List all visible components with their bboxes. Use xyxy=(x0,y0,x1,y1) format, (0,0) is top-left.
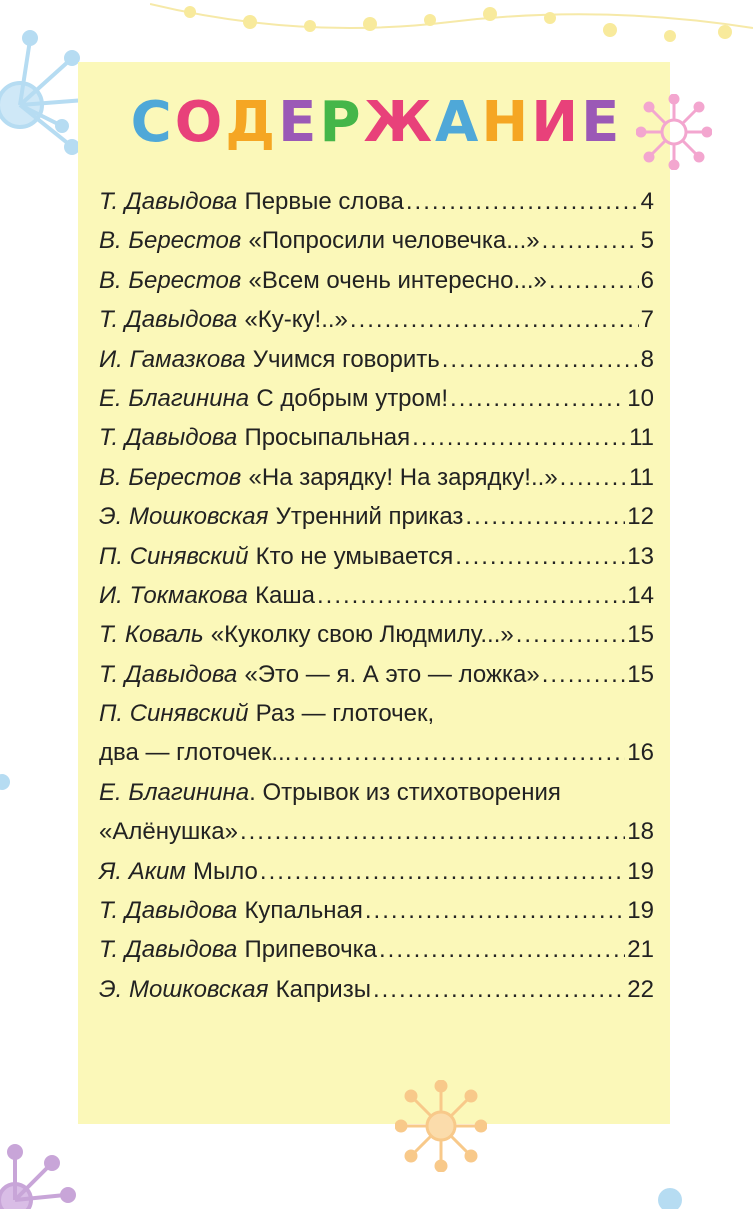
leader-dots xyxy=(350,300,639,339)
toc-entry[interactable] xyxy=(99,340,654,379)
leader-dots xyxy=(560,458,627,497)
toc-author: В. Берестов xyxy=(99,463,242,491)
toc-title: «Куколку свою Людмилу...» xyxy=(210,621,514,649)
toc-entry[interactable] xyxy=(99,458,654,497)
title-letter: О xyxy=(174,90,226,155)
table-of-contents xyxy=(99,182,654,1009)
toc-author: И. Гамазкова xyxy=(99,345,246,373)
toc-author: Т. Давыдова xyxy=(99,424,238,452)
toc-page-number: 13 xyxy=(627,542,654,570)
toc-title: Раз — глоточек, xyxy=(255,700,435,728)
toc-page-number: 14 xyxy=(627,581,654,609)
toc-author: В. Берестов xyxy=(99,266,242,294)
leader-dots xyxy=(260,852,625,891)
toc-author: Т. Давыдова xyxy=(99,660,238,688)
toc-author: Е. Благинина xyxy=(99,778,250,806)
toc-entry[interactable] xyxy=(99,930,654,969)
title-letter: Е xyxy=(581,90,623,155)
toc-title: Припевочка xyxy=(244,936,377,964)
toc-entry[interactable] xyxy=(99,497,654,536)
toc-page-number: 8 xyxy=(640,345,654,373)
toc-title: Кто не умывается xyxy=(255,542,454,570)
garland-decoration xyxy=(150,0,753,52)
leader-dots xyxy=(465,497,625,536)
leader-dots xyxy=(442,340,639,379)
toc-page-number: 11 xyxy=(629,424,654,452)
toc-title: Мыло xyxy=(193,857,258,885)
toc-page-number: 15 xyxy=(627,660,654,688)
title-letter: И xyxy=(531,90,582,155)
toc-entry[interactable] xyxy=(99,773,654,812)
toc-author: Т. Давыдова xyxy=(99,897,238,925)
toc-author: П. Синявский xyxy=(99,700,249,728)
toc-page-number: 19 xyxy=(627,857,654,885)
toc-title: . Отрывок из стихотворения xyxy=(249,778,561,806)
toc-title: «Всем очень интересно...» xyxy=(248,266,547,294)
toc-entry[interactable] xyxy=(99,812,654,851)
toc-title: С добрым утром! xyxy=(256,384,449,412)
leader-dots xyxy=(450,379,625,418)
toc-author: Т. Давыдова xyxy=(99,188,238,215)
leader-dots xyxy=(542,655,626,694)
leader-dots xyxy=(379,930,625,969)
orange-flower-decoration xyxy=(395,1080,487,1172)
toc-title: Утренний приказ xyxy=(275,503,464,531)
title-letter: Н xyxy=(481,90,532,155)
leader-dots xyxy=(542,221,639,260)
toc-title: «Это — я. А это — ложка» xyxy=(244,660,540,688)
title-letter: Ж xyxy=(363,90,436,155)
toc-page-number: 7 xyxy=(640,306,654,334)
title-letter: Р xyxy=(319,90,364,155)
leader-dots xyxy=(373,970,625,1009)
toc-author: Е. Благинина xyxy=(99,384,250,412)
leader-dots xyxy=(365,891,625,930)
toc-entry[interactable] xyxy=(99,891,654,930)
leader-dots xyxy=(412,418,627,457)
toc-entry[interactable] xyxy=(99,655,654,694)
toc-page-number: 11 xyxy=(629,463,654,491)
toc-entry[interactable] xyxy=(99,694,654,733)
toc-title: Капризы xyxy=(275,975,371,1003)
toc-title: «Алёнушка» xyxy=(99,818,238,846)
toc-page-number: 15 xyxy=(627,621,654,649)
toc-title: «Попросили человечка...» xyxy=(248,227,540,255)
toc-entry[interactable] xyxy=(99,418,654,457)
toc-author: Э. Мошковская xyxy=(99,503,269,531)
toc-author: И. Токмакова xyxy=(99,581,248,609)
toc-page-number: 22 xyxy=(627,975,654,1003)
toc-entry[interactable] xyxy=(99,615,654,654)
toc-entry[interactable] xyxy=(99,970,654,1009)
toc-author: Т. Давыдова xyxy=(99,936,238,964)
toc-title: Купальная xyxy=(244,897,363,925)
toc-title: Учимся говорить xyxy=(252,345,440,373)
toc-entry[interactable] xyxy=(99,300,654,339)
toc-entry[interactable] xyxy=(99,576,654,615)
toc-entry[interactable] xyxy=(99,379,654,418)
leader-dots xyxy=(455,537,625,576)
toc-author: В. Берестов xyxy=(99,227,242,255)
leader-dots xyxy=(293,733,625,772)
toc-page-number: 4 xyxy=(640,188,654,215)
title-letter: Е xyxy=(278,90,320,155)
toc-entry[interactable] xyxy=(99,261,654,300)
leader-dots xyxy=(317,576,625,615)
toc-entry[interactable] xyxy=(99,852,654,891)
title-letter: С xyxy=(130,90,175,155)
leader-dots xyxy=(240,812,625,851)
page-title xyxy=(0,88,753,158)
toc-page-number: 18 xyxy=(627,818,654,846)
toc-page-number: 12 xyxy=(627,503,654,531)
toc-author: Э. Мошковская xyxy=(99,975,269,1003)
leader-dots xyxy=(406,182,639,221)
toc-author: П. Синявский xyxy=(99,542,249,570)
toc-title: Первые слова xyxy=(244,188,404,215)
toc-author: Т. Коваль xyxy=(99,621,204,649)
toc-title: два — глоточек... xyxy=(99,739,292,767)
toc-title: «На зарядку! На зарядку!..» xyxy=(248,463,558,491)
toc-entry[interactable] xyxy=(99,221,654,260)
toc-entry[interactable] xyxy=(99,537,654,576)
toc-author: Я. Аким xyxy=(99,857,186,885)
purple-flower-decoration xyxy=(0,1140,80,1209)
leader-dots xyxy=(516,615,626,654)
toc-title: Каша xyxy=(255,581,315,609)
toc-title: Просыпальная xyxy=(244,424,411,452)
toc-entry[interactable] xyxy=(99,182,654,221)
blue-dot-decoration-bottom xyxy=(650,1180,690,1209)
title-letter: Д xyxy=(225,90,279,155)
toc-page-number: 10 xyxy=(627,384,654,412)
toc-page-number: 6 xyxy=(640,266,654,294)
blue-dot-decoration xyxy=(0,770,12,794)
toc-page-number: 16 xyxy=(627,739,654,767)
title-letter: А xyxy=(435,90,482,155)
toc-page-number: 21 xyxy=(627,936,654,964)
toc-page-number: 5 xyxy=(640,227,654,255)
leader-dots xyxy=(549,261,639,300)
toc-page-number: 19 xyxy=(627,897,654,925)
toc-entry[interactable] xyxy=(99,733,654,772)
toc-author: Т. Давыдова xyxy=(99,306,238,334)
toc-title: «Ку-ку!..» xyxy=(244,306,348,334)
